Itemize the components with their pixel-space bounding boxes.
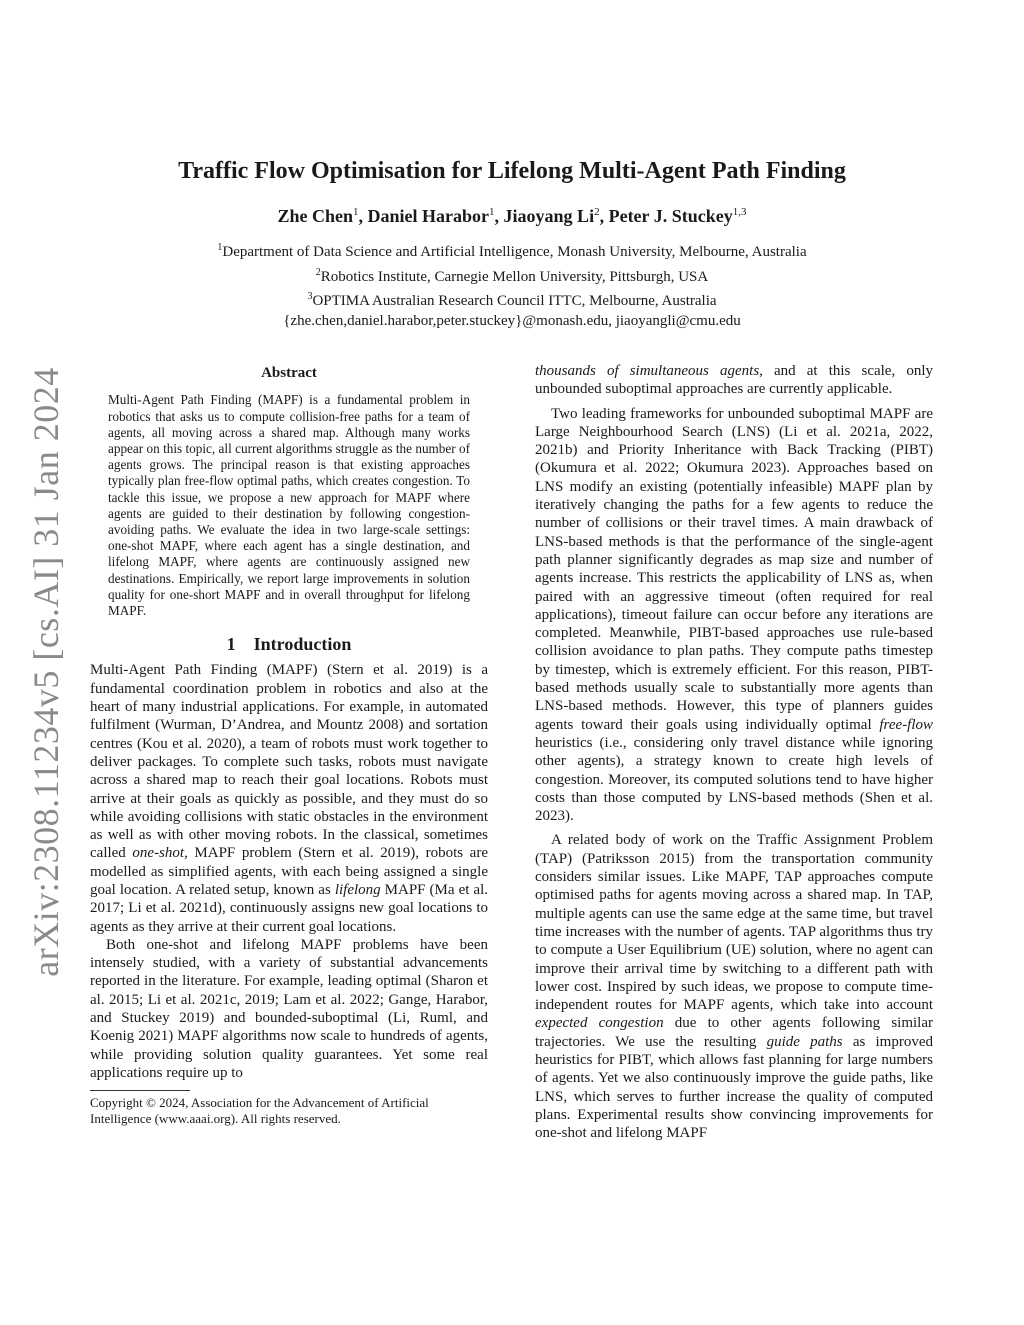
- author-name: Daniel Harabor: [367, 206, 490, 226]
- intro-paragraph-1: [90, 661, 488, 935]
- author-name: Zhe Chen: [277, 206, 354, 226]
- author-name: Peter J. Stuckey: [608, 206, 733, 226]
- text-run: , and at this scale, only unbounded suboptimal approaches are currently applicable.: [535, 363, 933, 398]
- affiliation-mark: 3: [307, 291, 313, 302]
- text-run: Multi-Agent Path Finding (MAPF) (Stern et al. 2019) is a fundamental coordination problem in robotics and also at the heart of many industrial applications. For example, in automated fulfilment (Wurman, D’Andrea, and Mountz 2008) and sortation centres (Kou et al. 2020), a team of robots must work together to deliver packages. To complete such tasks, robots must navigate across a shared map to reach their goal locations. Robots must arrive at their goals as quickly as possible, and they must do so while avoiding collisions with static obstacles in the environment as well as with other moving robots. In the classical, sometimes called: [90, 662, 488, 862]
- affiliations: [0, 238, 1024, 331]
- emphasis: guide paths: [766, 1033, 843, 1050]
- text-run: heuristics (i.e., considering only travel distance while ignoring other agents), a strategy known to create high levels of congestion. Moreover, its computed solutions tend to have higher costs than those computed by LNS-based methods (Shen et al. 2023).: [535, 734, 933, 825]
- section-title: Introduction: [253, 634, 352, 655]
- author-affil-mark: 2: [594, 206, 600, 218]
- affiliation-text: OPTIMA Australian Research Council ITTC, Melbourne, Australia: [312, 293, 717, 309]
- paper-title: Traffic Flow Optimisation for Lifelong Multi-Agent Path Finding: [178, 158, 846, 184]
- text-run: due to other agents following similar trajectories. We use the resulting: [535, 1015, 933, 1050]
- author-name: Jiaoyang Li: [503, 206, 595, 226]
- author-list: Zhe Chen$^1$, Daniel Harabor$^1$, Jiaoyang Li$^2$, Peter J. Stuckey$^{1,3}$: [277, 206, 747, 226]
- section-number: 1: [226, 634, 236, 655]
- affiliation-mark: 1: [217, 242, 223, 253]
- right-column: [535, 362, 933, 1142]
- arxiv-stamp: [22, 367, 70, 977]
- abstract-text: Multi-Agent Path Finding (MAPF) is a fundamental problem in robotics that asks us to compute collision-free paths for a team of agents, all moving across a shared map. Although many works appear on this topic, all current algorithms struggle as the number of agents grows. The principal reason is that existing approaches typically plan free-flow optimal paths, which creates congestion. To tackle this issue, we propose a new approach for MAPF where agents are guided to their destination by following congestion-avoiding paths. We evaluate the idea in two large-scale settings: one-shot MAPF, where each agent has a single destination, and lifelong MAPF, where agents are continuously assigned new destinations. Empirically, we report large improvements in solution quality for one-short MAPF and in overall throughput for lifelong MAPF.: [108, 392, 470, 618]
- affiliation: [0, 238, 1024, 263]
- text-run: A related body of work on the Traffic Assignment Problem (TAP) (Patriksson 2015) from the transportation community considers similar issues. Like MAPF, TAP approaches compute optimised paths for agents moving across a shared map. In TAP, multiple agents can use the same edge at the same time, but travel time increases with the number of agents. TAP algorithms thus try to compute a User Equilibrium (UE) solution, where no agent can improve their arrival time by switching to a different path with lower cost. Inspired by such ideas, we propose to compute time-independent routes for MAPF agents, which take into account: [535, 832, 933, 1014]
- emphasis: thousands of simultaneous agents: [535, 363, 760, 379]
- emphasis: free-flow: [879, 716, 933, 733]
- arxiv-id: arXiv:2308.11234v5 [cs.AI] 31 Jan 2024: [26, 367, 67, 977]
- affiliation: [0, 287, 1024, 312]
- author-emails: {zhe.chen,daniel.harabor,peter.stuckey}@monash.edu, jiaoyangli@cmu.edu: [283, 312, 741, 329]
- author-affil-mark: 1,3: [732, 206, 747, 218]
- text-run: MAPF (Ma et al. 2017; Li et al. 2021d), continuously assigns new goal locations to agents as they arrive at their current goal locations.: [90, 882, 488, 935]
- author-affil-mark: 1: [489, 206, 495, 218]
- affiliation-text: Department of Data Science and Artificial Intelligence, Monash University, Melbourne, Australia: [222, 244, 807, 260]
- text-run: , MAPF problem (Stern et al. 2019), robots are modelled as simplified agents, with each being assigned a single goal location. A related setup, known as: [90, 845, 488, 898]
- left-column: [90, 362, 488, 1127]
- right-paragraph-2: [535, 831, 933, 1142]
- section-heading-introduction: [90, 635, 488, 653]
- author-affil-mark: 1: [353, 206, 359, 218]
- text-run: as improved heuristics for PIBT, which allows fast planning for large numbers of agents. Yet we also continuously improve the guide paths, like LNS, which serves to further increase the quality of computed plans. Experimental results show convincing improvements for one-shot and lifelong MAPF: [535, 1033, 933, 1142]
- right-paragraph-0: [535, 362, 933, 399]
- affiliation: [0, 263, 1024, 288]
- text-run: Two leading frameworks for unbounded suboptimal MAPF are Large Neighbourhood Search (LNS) (Li et al. 2021a, 2022, 2021b) and Priority Inheritance with Back Tracking (PIBT) (Okumura et al. 2022; Okumura 2023). Approaches based on LNS modify an existing (potentially infeasible) MAPF plan by iteratively changing the paths for a few agents to reduce the number of collisions or their travel times. A main drawback of LNS-based methods is that the performance of the single-agent path planner significantly degrades as map size and number of agents increase. This restricts the applicability of LNS as, when paired with an aggressive timeout (often required for real applications), timeout failure can occur before any iterations are completed. Meanwhile, PIBT-based approaches use rule-based collision avoidance to plan paths. They compute paths timestep by timestep, which is extremely efficient. For this reason, PIBT-based methods usually scale to substantially more agents than LNS-based methods. However, this type of planners guides agents toward their goals using individually optimal: [535, 405, 933, 733]
- emphasis: expected congestion: [535, 1015, 664, 1032]
- emphasis: one-shot: [132, 845, 185, 862]
- intro-paragraph-2: Both one-shot and lifelong MAPF problems have been intensely studied, with a variety of substantial advancements reported in the literature. For example, leading optimal (Sharon et al. 2015; Li et al. 2021c, 2019; Lam et al. 2022; Gange, Harabor, and Stuckey 2019) and bounded-suboptimal (Li, Ruml, and Koenig 2021) MAPF algorithms now scale to hundreds of agents, while providing solution quality guarantees. Yet some real applications require up to: [90, 936, 488, 1081]
- right-paragraph-1: [535, 405, 933, 826]
- abstract-heading: Abstract: [261, 365, 317, 381]
- affiliation-mark: 2: [315, 266, 321, 278]
- emphasis: lifelong: [334, 882, 381, 898]
- copyright-footnote: Copyright © 2024, Association for the Advancement of Artificial Intelligence (www.aaai.org). All rights reserved.: [90, 1095, 429, 1127]
- affiliation-text: Robotics Institute, Carnegie Mellon University, Pittsburgh, USA: [320, 268, 709, 285]
- footnote-divider: [90, 1090, 190, 1091]
